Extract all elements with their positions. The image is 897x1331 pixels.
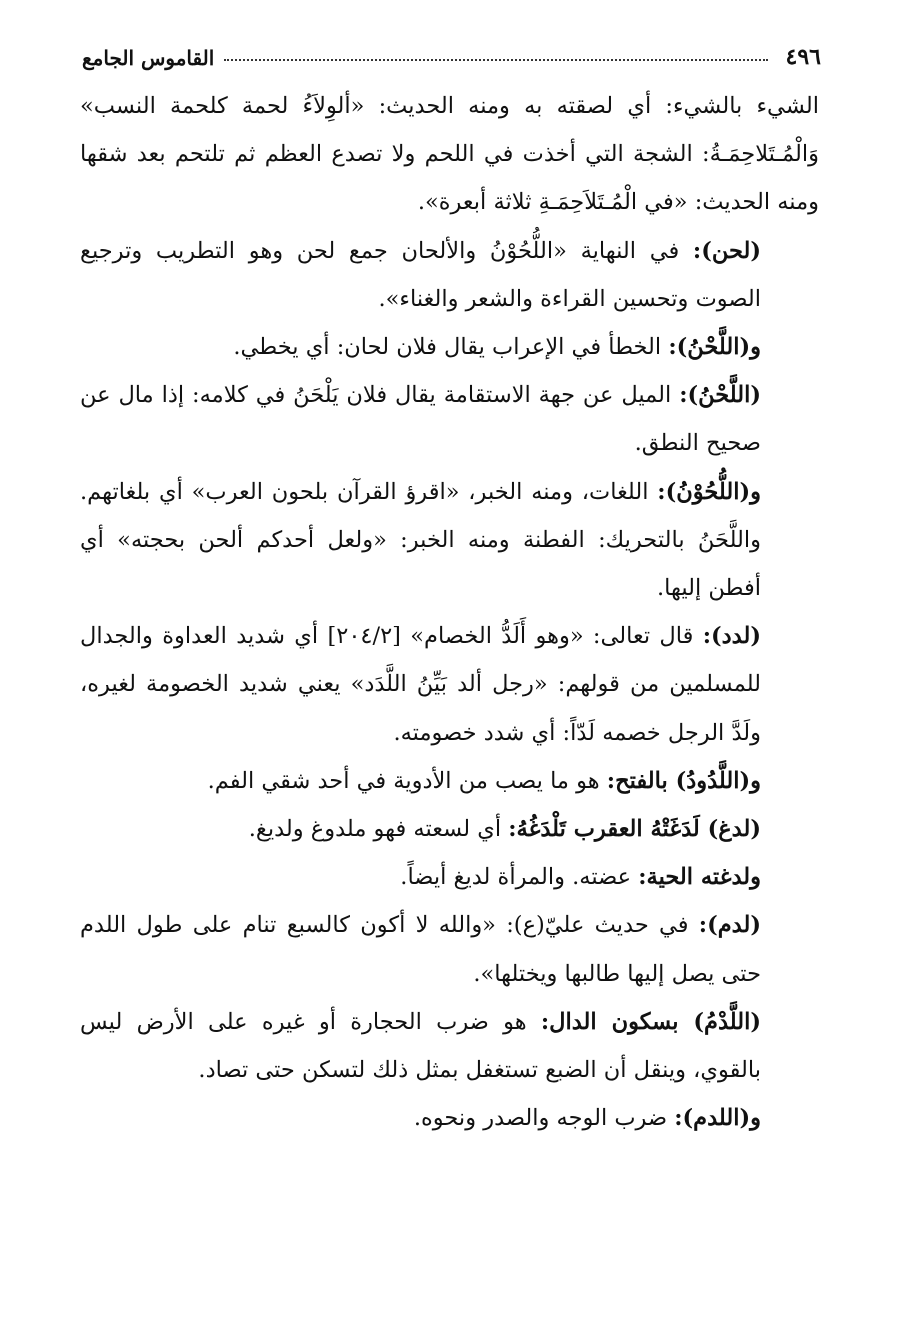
page-number: ٤٩٦ [785,44,821,70]
entry-term: (لدم): [698,912,761,939]
entry-paragraph [80,853,819,901]
entry-term: ولدغته الحية: [638,864,761,891]
header-leader-dots [224,59,767,61]
entry-text: الخطأ في الإعراب يقال فلان لحان: أي يخطي. [233,334,669,361]
book-title: القاموس الجامع [82,46,215,70]
entry-term: و(اللَّدُودُ) بالفتح: [606,767,761,794]
entry-text: هو ما يصب من الأدوية في أحد شقي الفم. [207,767,607,794]
entry-term: (لدد): [702,623,761,650]
entry-term: و(اللُّحُوْنُ): [657,478,761,505]
entry-paragraph [80,468,819,613]
entry-text: عضته. والمرأة لديغ أيضاً. [400,864,639,891]
entry-text: الشيء بالشيء: أي لصقته به ومنه الحديث: «ألوِلاَءُ لحمة كلحمة النسب» وَالْمُـتَلاحِمَـةُ: الشجة التي أخذت في اللحم ولا تصدع العظم ثم تلتحم بعد شقها ومنه الحديث: «في الْمُـتَلاَحِمَـةِ ثلاثة أبعرة». [80,93,819,216]
entry-term: و(اللدم): [674,1105,761,1132]
entry-term: (لدغ) لَدَغَتْهُ العقرب تَلْدَغُهُ: [508,816,761,843]
entry-paragraph [80,757,819,805]
entry-paragraph [80,323,819,371]
entry-term: (اللَّحْنُ): [679,382,761,409]
entry-text: ضرب الوجه والصدر ونحوه. [413,1105,675,1132]
entry-paragraph [80,1094,819,1142]
entry-text: في النهاية «اللُّحُوْنُ والألحان جمع لحن وهو التطريب وترجيع الصوت وتحسين القراءة والشعر والغناء». [80,237,761,312]
page-header [82,34,821,70]
entry-text: اللغات، ومنه الخبر، «اقرؤ القرآن بلحون العرب» أي بلغاتهم. واللَّحَنُ بالتحريك: الفطنة ومنه الخبر: «ولعل أحدكم ألحن بحجته» أي أفطن إليها. [80,478,761,602]
entry-text: قال تعالى: «وهو أَلَدُّ الخصام» [٢٠٤/٢] أي شديد العداوة والجدال للمسلمين من قولهم: «رجل ألد بَيِّنُ اللَّدَد» يعني شديد الخصومة لغيره، ولَدَّ الرجل خصمه لَدّاً: أي شدد خصومته. [80,623,761,746]
entry-paragraph [80,612,819,757]
entry-text: أي لسعته فهو ملدوغ ولديغ. [248,816,509,843]
entry-term: (لحن): [692,237,761,264]
entry-paragraph [80,371,819,467]
entry-term: (اللَّدْمُ) بسكون الدال: [540,1008,762,1035]
entry-text: هو ضرب الحجارة أو غيره على الأرض ليس بالقوي، وينقل أن الضبع تستغفل بمثل ذلك لتسكن حتى تصاد. [80,1008,761,1084]
entry-paragraph [80,901,819,997]
dictionary-text [80,82,819,1142]
entry-paragraph [80,82,819,227]
entry-text: في حديث عليّ(ع): «والله لا أكون كالسبع تنام على طول اللدم حتى يصل إليها طالبها ويختلها». [80,912,761,987]
entry-paragraph [80,227,819,323]
entry-text: الميل عن جهة الاستقامة يقال فلان يَلْحَنُ في كلامه: إذا مال عن صحيح النطق. [80,382,761,457]
entry-paragraph [80,998,819,1094]
entry-paragraph [80,805,819,853]
entry-term: و(اللَّحْنُ): [668,334,761,361]
